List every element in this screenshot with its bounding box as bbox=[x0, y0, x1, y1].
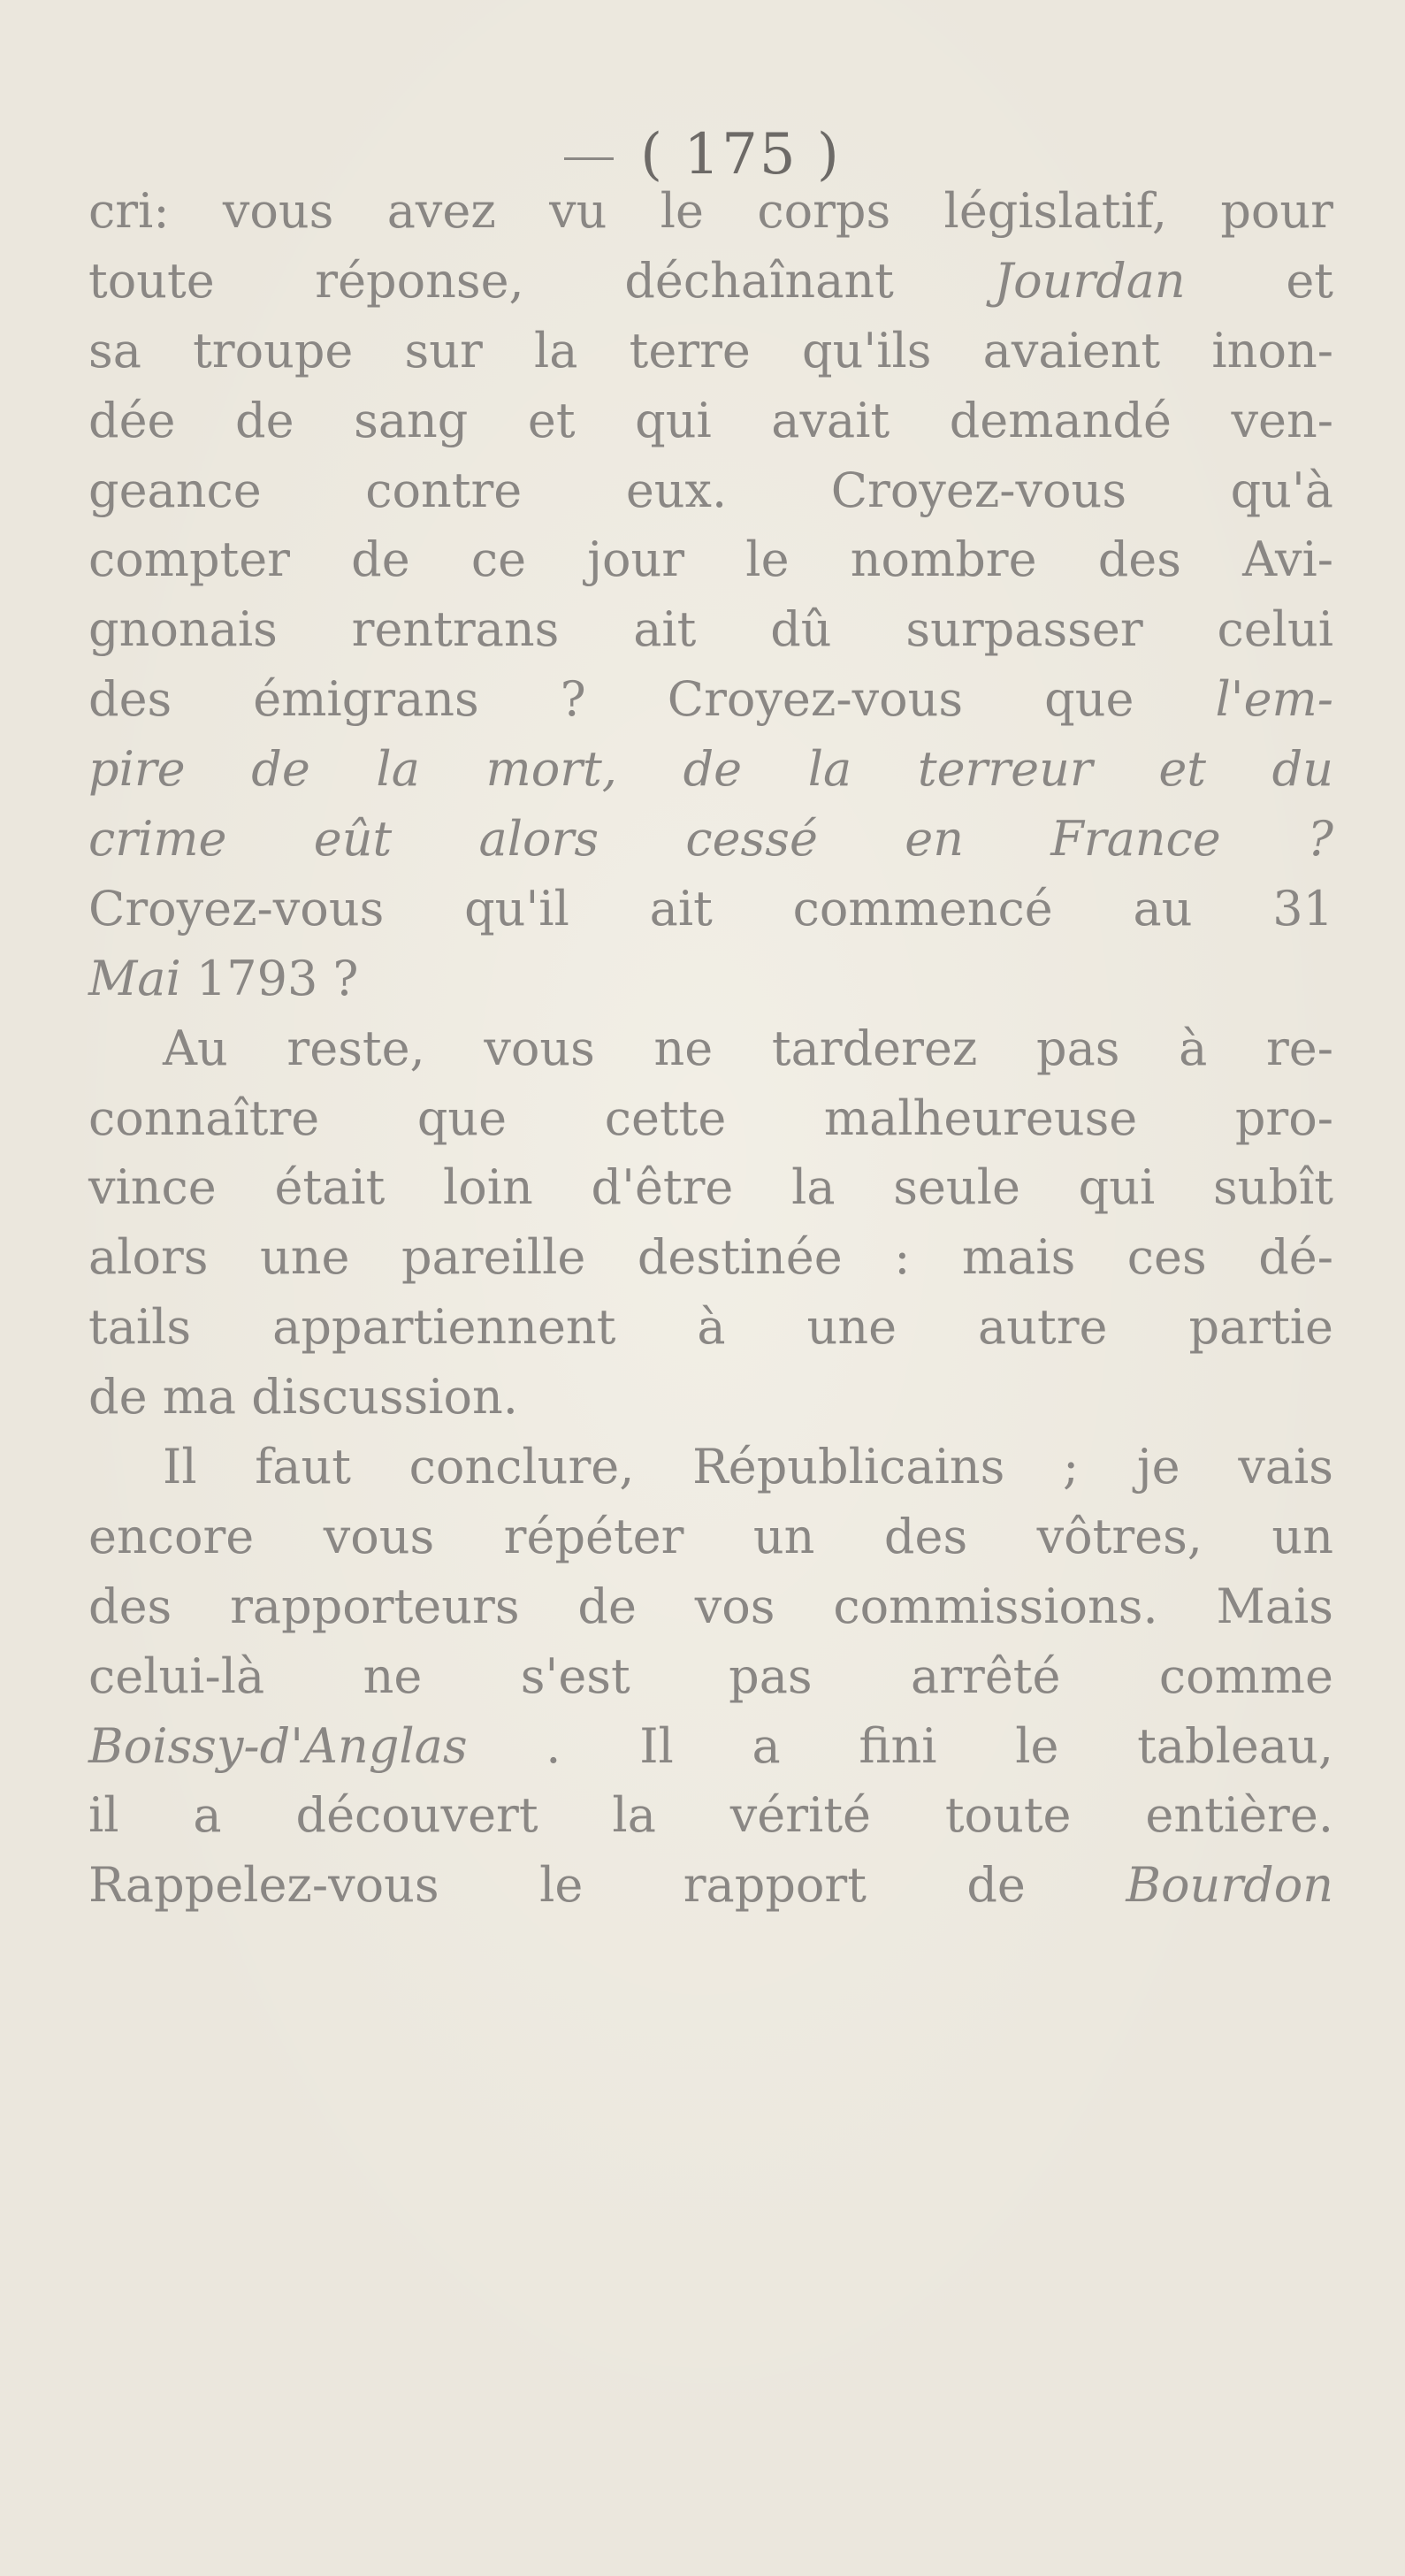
italic-text: Jourdan bbox=[994, 252, 1186, 309]
text-run: toute réponse, déchaînant bbox=[88, 252, 995, 309]
text-run: Il faut conclure, Républicains ; je vais bbox=[163, 1439, 1333, 1495]
text-run: connaître que cette malheureuse pro- bbox=[88, 1089, 1333, 1146]
text-line bbox=[88, 735, 1333, 805]
text-line bbox=[88, 386, 1333, 456]
text-run: des émigrans ? Croyez-vous que bbox=[88, 671, 1216, 728]
text-line bbox=[88, 1084, 1333, 1154]
text-line bbox=[88, 1851, 1333, 1921]
italic-text: l'em- bbox=[1215, 671, 1333, 728]
italic-text: Boissy-d'Anglas bbox=[88, 1717, 468, 1774]
text-line bbox=[88, 317, 1333, 386]
text-line bbox=[88, 1572, 1333, 1642]
page-number: ( 175 ) bbox=[640, 122, 841, 187]
header-dash bbox=[564, 157, 614, 160]
text-line bbox=[88, 665, 1333, 735]
text-line bbox=[88, 177, 1333, 247]
text-run: dée de sang et qui avait demandé ven- bbox=[88, 392, 1333, 448]
text-line bbox=[88, 1642, 1333, 1712]
text-run: Au reste, vous ne tarderez pas à re- bbox=[163, 1020, 1333, 1076]
text-run: geance contre eux. Croyez-vous qu'à bbox=[88, 462, 1333, 518]
text-line bbox=[88, 1363, 1333, 1433]
text-line bbox=[88, 944, 1333, 1014]
text-run: sa troupe sur la terre qu'ils avaient inon- bbox=[88, 322, 1333, 378]
text-run: Croyez-vous qu'il ait commencé au 31 bbox=[88, 880, 1333, 936]
text-run: tails appartiennent à une autre partie bbox=[88, 1299, 1333, 1356]
text-run: gnonais rentrans ait dû surpasser celui bbox=[88, 601, 1333, 658]
text-line bbox=[88, 1293, 1333, 1363]
body-text bbox=[88, 177, 1333, 1921]
text-run: des rapporteurs de vos commissions. Mais bbox=[88, 1578, 1333, 1634]
italic-text: pire de la mort, de la terreur et du bbox=[88, 741, 1333, 798]
text-run: de ma discussion. bbox=[88, 1369, 518, 1426]
text-run: alors une pareille destinée : mais ces dé- bbox=[88, 1229, 1333, 1286]
text-line bbox=[88, 1433, 1333, 1502]
text-line bbox=[88, 456, 1333, 526]
text-line bbox=[88, 875, 1333, 944]
text-line bbox=[88, 1153, 1333, 1223]
text-run: vince était loin d'être la seule qui subît bbox=[88, 1159, 1333, 1216]
text-run: et bbox=[1185, 252, 1333, 309]
text-line bbox=[88, 247, 1333, 317]
text-run: . Il a fini le tableau, bbox=[467, 1717, 1333, 1774]
text-line bbox=[88, 595, 1333, 665]
text-line bbox=[88, 1223, 1333, 1293]
italic-text: Bourdon bbox=[1126, 1857, 1333, 1914]
italic-text: crime eût alors cessé en France ? bbox=[88, 811, 1333, 868]
text-run: encore vous répéter un des vôtres, un bbox=[88, 1508, 1333, 1564]
text-line bbox=[88, 1014, 1333, 1084]
italic-text: Mai bbox=[88, 950, 181, 1006]
page-bottom-area bbox=[88, 1963, 1333, 1965]
text-run: compter de ce jour le nombre des Avi- bbox=[88, 531, 1333, 588]
text-line bbox=[88, 805, 1333, 875]
text-line bbox=[88, 1781, 1333, 1851]
text-line bbox=[88, 1712, 1333, 1782]
text-run: il a découvert la vérité toute entière. bbox=[88, 1787, 1333, 1844]
text-run: cri: vous avez vu le corps législatif, pour bbox=[88, 183, 1333, 239]
text-run: 1793 ? bbox=[180, 950, 359, 1006]
text-run: Rappelez-vous le rapport de bbox=[88, 1857, 1126, 1914]
text-line bbox=[88, 525, 1333, 595]
text-line bbox=[88, 1502, 1333, 1572]
text-run: celui-là ne s'est pas arrêté comme bbox=[88, 1647, 1333, 1704]
